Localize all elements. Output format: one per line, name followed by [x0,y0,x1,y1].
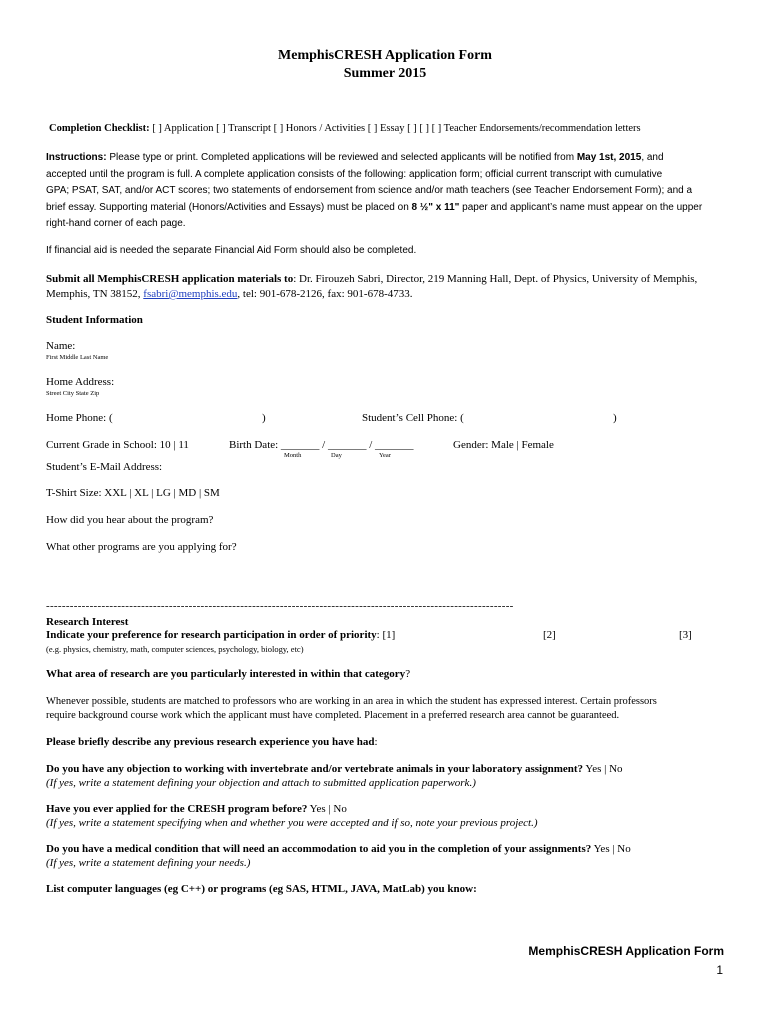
medical-note: (If yes, write a statement defining your needs.) [46,857,251,869]
birth-month-hint: Month [284,452,302,459]
birth-year-hint: Year [379,452,391,459]
animals-question: Do you have any objection to working with invertebrate and/or vertebrate animals in your laboratory assignment? Yes | No [46,763,623,775]
address-label: Home Address: [46,376,115,388]
instructions-line-1: Instructions: Please type or print. Completed applications will be reviewed and selected applicants will be notified from May 1st, 2015, and [46,152,664,163]
cell-phone-close: ) [613,412,617,424]
checklist-items: [ ] Application [ ] Transcript [ ] Honors / Activities [ ] Essay [ ] [ ] [ ] Teacher Endorsements/recommendation letters [149,123,641,134]
computer-languages-question: List computer languages (eg C++) or programs (eg SAS, HTML, JAVA, MatLab) you know: [46,883,477,895]
research-preference [46,629,395,641]
financial-aid-note: If financial aid is needed the separate Financial Aid Form should also be completed. [46,245,417,256]
paper-size: 8 ½" x 11" [411,201,460,213]
animals-note: (If yes, write a statement defining your objection and attach to submitted application paperwork.) [46,777,476,789]
applied-before-question: Have you ever applied for the CRESH program before? Yes | No [46,803,347,815]
animals-options: Yes | No [583,763,623,775]
preference-hint: (e.g. physics, chemistry, math, computer sciences, psychology, biology, etc) [46,644,304,654]
address-hint: Street City State Zip [46,390,100,397]
experience-question: Please briefly describe any previous research experience you have had: [46,736,378,748]
matching-line-1: Whenever possible, students are matched to professors who are working in an area in which the student has expressed interest. Certain professors [46,696,657,707]
instructions-line-2: accepted until the program is full. A complete application consists of the following: application form; official current transcript with cumulative [46,168,663,180]
submit-label: Submit all MemphisCRESH application materials to [46,273,294,285]
home-phone-label: Home Phone: ( [46,412,113,424]
instructions-line-5: right-hand corner of each page. [46,218,186,230]
instructions [46,150,726,233]
preference-1: : [1] [376,629,396,641]
footer-title: MemphisCRESH Application Form [528,944,724,958]
section-divider: ---------------------------------------------------------------------------------------------------------------------- [46,600,514,612]
page-number: 1 [716,963,723,977]
form-subtitle: Summer 2015 [343,66,427,81]
applied-note: (If yes, write a statement specifying when and whether you were accepted and if so, note your previous project.) [46,817,538,829]
medical-options: Yes | No [591,843,631,855]
home-phone-close: ) [262,412,266,424]
research-heading: Research Interest [46,616,129,628]
preference-label: Indicate your preference for research participation in order of priority [46,629,377,641]
tshirt-size-field: T-Shirt Size: XXL | XL | LG | MD | SM [46,487,220,499]
name-hint: First Middle Last Name [46,354,109,361]
applied-options: Yes | No [307,803,347,815]
completion-checklist [49,123,641,134]
instructions-line-3: GPA; PSAT, SAT, and/or ACT scores; two statements of endorsement from science and/or math teachers (see Teacher Endorsement Form); and a [46,185,693,197]
cell-phone-label: Student’s Cell Phone: ( [362,412,464,424]
email-label: Student’s E-Mail Address: [46,461,163,473]
gender-field: Gender: Male | Female [453,439,554,451]
instructions-line-4: brief essay. Supporting material (Honors/Activities and Essays) must be placed on 8 ½" x 11" paper and applicant’s name must appear on the upper [46,201,703,213]
preference-3: [3] [679,629,692,641]
notification-date: May 1st, 2015 [576,152,642,163]
birth-date-field: Birth Date: _______ / _______ / _______ [229,439,414,451]
submit-line-1: Submit all MemphisCRESH application materials to: Dr. Firouzeh Sabri, Director, 219 Manning Hall, Dept. of Physics, University of Memphis, [46,273,698,285]
medical-question: Do you have a medical condition that will need an accommodation to aid you in the completion of your assignments? Yes | No [46,843,631,855]
grade-field: Current Grade in School: 10 | 11 [46,439,189,451]
matching-line-2: require background course work which the applicant must have completed. Placement in a preferred research area cannot be guaranteed. [46,710,620,721]
student-info-heading: Student Information [46,314,143,326]
preference-2: [2] [543,629,556,641]
birth-day-hint: Day [331,452,342,459]
other-programs-question: What other programs are you applying for? [46,541,237,553]
submit-line-2: Memphis, TN 38152, fsabri@memphis.edu, tel: 901-678-2126, fax: 901-678-4733. [46,288,413,300]
director-email-link[interactable]: fsabri@memphis.edu [143,288,238,300]
name-label: Name: [46,340,76,352]
heard-about-question: How did you hear about the program? [46,514,214,526]
instructions-label: Instructions: [46,152,107,163]
form-title: MemphisCRESH Application Form [278,48,492,63]
checklist-label: Completion Checklist: [49,123,150,134]
research-area-question: What area of research are you particularly interested in within that category? [46,668,411,680]
